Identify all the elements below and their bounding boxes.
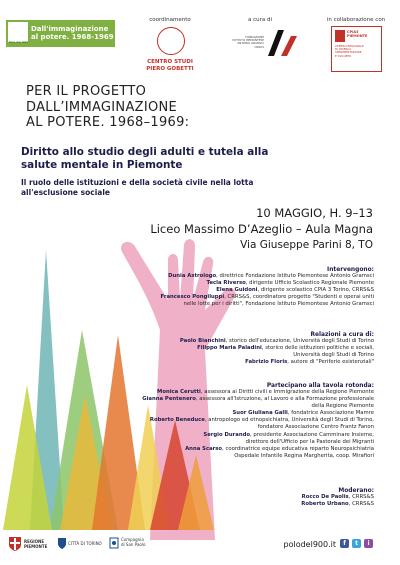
polo-900-logo [8, 22, 28, 42]
citta-torino-label: CITTÀ DI TORINO [68, 541, 102, 546]
speaker-role: , CRRS&S [348, 501, 374, 508]
speaker-name: Francesco Pongiluppi [160, 294, 225, 301]
speaker-name: Roberto Urbano [301, 501, 349, 508]
section-relazioni [14, 332, 374, 366]
speaker-role: , direttrice Fondazione Istituto Piemontese Antonio Gramsci [216, 273, 374, 279]
speaker-name: Anna Scarso [185, 445, 223, 452]
speaker-row [14, 273, 374, 280]
speaker-role: direttore dell'Ufficio per la Pastorale dei Migranti [245, 438, 374, 445]
event-date: 10 MAGGIO, H. 9–13 [256, 206, 373, 220]
speaker-row [14, 396, 374, 403]
compagnia-label [121, 538, 145, 547]
speaker-name: Rocco De Paolis [301, 494, 349, 500]
crrss-line4: E SVILUPPO [335, 53, 352, 58]
speaker-role: , coordinatrice equipe educativa reparto Neuropsichiatria [222, 445, 374, 452]
gramsci-logo-text [228, 36, 264, 49]
project-logo [6, 20, 115, 47]
regione-piemonte-label: REGIONE PIEMONTE [24, 539, 48, 549]
crrss-line1: CENTRO REGIONALE [335, 44, 364, 48]
moderano-list [14, 494, 374, 508]
speaker-role: , assessora ai Diritti civili e Immigrazione della Regione Piemonte [200, 389, 374, 395]
cpia-label: CPIA3 PIEMONTE [347, 30, 368, 38]
speaker-role: Ospedale Infantile Regina Margherita, coop. Mirafiori [234, 452, 374, 459]
speaker-name: Monica Cerutti [157, 389, 201, 395]
gramsci-line3: ANTONIO GRAMSCI ONLUS [237, 41, 264, 49]
gobetti-line1: CENTRO STUDI [147, 59, 193, 65]
speaker-name: Tecla Riverso [206, 280, 246, 287]
speaker-name: Gianna Pentenero [142, 396, 196, 403]
gobetti-logo-text [139, 59, 201, 72]
project-logo-line1: Dall'immaginazione [31, 25, 109, 33]
instagram-icon[interactable]: i [364, 539, 373, 548]
speaker-name: Paolo Bianchini [179, 338, 226, 344]
relazioni-list [14, 338, 374, 366]
speaker-role: , assessora all'Istruzione, al Lavoro e alla Formazione professionale [195, 396, 374, 403]
gobetti-line2: PIERO GOBETTI [146, 65, 194, 72]
speaker-row [14, 389, 374, 396]
speaker-name: Suor Giuliana Galli [232, 410, 288, 417]
gramsci-logo-icon [266, 28, 298, 58]
tavola-list [14, 389, 374, 460]
speaker-row [14, 287, 374, 294]
speaker-role: , dirigente scolastico CPIA 3 Torino, CRRS&S [257, 287, 374, 294]
crrss-text [335, 45, 378, 58]
event-venue: Liceo Massimo D’Azeglio – Aula Magna [150, 222, 373, 236]
speaker-role: , dirigente Ufficio Scolastico Regionale Piemonte [245, 280, 374, 287]
speaker-role: , storico dell'educazione, Università degli Studi di Torino [225, 338, 374, 344]
event-title [21, 146, 381, 172]
title-line2: salute mentale in Piemonte [21, 159, 183, 171]
speaker-row [14, 359, 374, 366]
website-link[interactable]: polodel900.it [283, 540, 336, 549]
citta-crest-icon [58, 538, 66, 549]
gramsci-line2: ISTITUTO PIEMONTESE [232, 38, 264, 43]
regione-crest-icon [8, 536, 22, 552]
speaker-row [14, 446, 374, 453]
title-line1: Diritto allo studio degli adulti e tutela alla [21, 146, 269, 158]
intervengono-list [14, 273, 374, 308]
gramsci-line1: FONDAZIONE [245, 35, 264, 39]
speaker-row [14, 494, 374, 501]
crrss-line2: DI RICERCA [335, 47, 352, 52]
speaker-role: Università degli Studi di Torino [293, 352, 374, 359]
gobetti-seal-icon [157, 27, 185, 55]
speaker-role: nelle lotte per i diritti", Fondazione Istituto Piemontese Antonio Gramsci [183, 301, 374, 308]
speaker-name: Dunia Astrologo [168, 273, 217, 279]
project-pretitle [26, 84, 326, 131]
speaker-row [14, 338, 374, 345]
compagnia-line2: di San Paolo [121, 541, 146, 547]
pretitle-line3: AL POTERE. 1968–1969: [26, 115, 190, 130]
speaker-row [14, 352, 374, 359]
speaker-row [14, 417, 374, 424]
speaker-row [14, 432, 374, 439]
speaker-row [14, 501, 374, 508]
speaker-role: , CRRS&S, coordinatore progetto "Studenti e operai uniti [224, 294, 374, 301]
relazioni-heading: Relazioni a cura di: [310, 332, 374, 338]
speaker-row [14, 424, 374, 431]
speaker-role: , autore di "Periferie esistenziali" [287, 359, 374, 366]
cpia-crrss-logo [331, 26, 382, 72]
speaker-row [14, 301, 374, 308]
subtitle-line1: Il ruolo delle istituzioni e della società civile nella lotta [21, 178, 254, 187]
event-address: Via Giuseppe Parini 8, TO [240, 239, 373, 251]
speaker-role: , presidente Associazione Camminare Insieme, [250, 431, 374, 438]
speaker-role: , fondatrice Associazione Mamre [287, 410, 374, 417]
coordinamento-label: coordinamento [149, 17, 191, 23]
collaborazione-label: in collaborazione con [326, 17, 386, 23]
project-logo-text [31, 25, 114, 41]
event-subtitle [21, 178, 381, 197]
speaker-role: , CRRS&S [348, 494, 374, 500]
speaker-name: Filippo Maria Paladini [197, 345, 262, 352]
speaker-name: Elena Guidoni [216, 287, 258, 294]
moderano-heading: Moderano: [338, 488, 374, 494]
twitter-icon[interactable]: t [352, 539, 361, 548]
a-cura-di-label: a cura di [247, 17, 273, 23]
section-tavola-rotonda [14, 383, 374, 460]
section-intervengono [14, 267, 374, 308]
speaker-row [14, 280, 374, 287]
speaker-role: fondatore Associazione Centro Frantz Fanon [257, 424, 374, 431]
speaker-role: , storico delle istituzioni politiche e sociali, [261, 345, 374, 352]
intervengono-heading: Intervengono: [327, 267, 374, 273]
speaker-name: Fabrizio Floris [245, 359, 288, 366]
section-moderano [14, 488, 374, 508]
speaker-role: della Regione Piemonte [311, 403, 374, 410]
polo-900-label: Polo del '900 [9, 40, 29, 44]
pretitle-line1: PER IL PROGETTO [26, 84, 147, 99]
tavola-heading: Partecipano alla tavola rotonda: [266, 383, 374, 389]
speaker-row [14, 294, 374, 301]
compagnia-line1: Compagnia [121, 537, 144, 542]
crrss-line3: SPERIMENTAZIONE [335, 50, 362, 55]
compagnia-logo-icon [109, 537, 119, 549]
facebook-icon[interactable]: f [340, 539, 349, 548]
pretitle-line2: DALL’IMMAGINAZIONE [26, 99, 178, 115]
cpia-mark-icon [335, 30, 345, 42]
speaker-row [14, 403, 374, 410]
project-logo-line2: al potere. 1968-1969 [31, 33, 114, 41]
speaker-row [14, 453, 374, 460]
speaker-row [14, 439, 374, 446]
speaker-name: Roberto Beneduce [149, 417, 205, 424]
speaker-role: , antropologo ed etnopsichiatra, Università degli Studi di Torino, [204, 417, 374, 424]
subtitle-line2: all'esclusione sociale [21, 187, 110, 197]
speaker-name: Sergio Durando [203, 431, 251, 438]
